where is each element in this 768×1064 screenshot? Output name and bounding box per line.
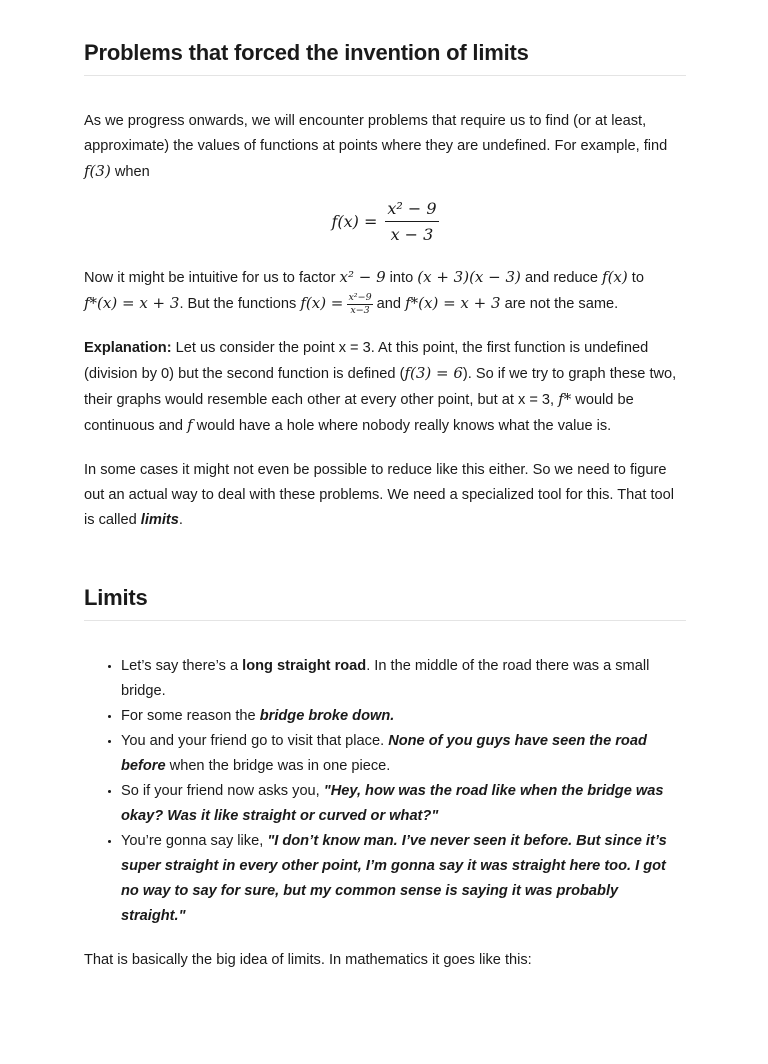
bold-italic-phrase: bridge broke down. <box>259 708 395 724</box>
explanation-paragraph <box>84 336 686 439</box>
factoring-paragraph <box>84 265 686 317</box>
list-item <box>121 729 686 779</box>
text: Now it might be intuitive for us to factor <box>84 270 340 286</box>
math-inline: x² − 9 <box>339 268 386 286</box>
math-inline: f(3) = 6 <box>404 364 463 382</box>
list-item <box>121 829 686 929</box>
display-equation <box>84 199 686 253</box>
math-inline: f <box>187 416 193 434</box>
text: and reduce <box>520 270 603 286</box>
text: As we progress onwards, we will encounter problems that require us to find (or at least, approximate) the values of functions at points where they are undefined. For example, find <box>84 113 668 154</box>
fraction-numerator: x²−9 <box>348 291 372 303</box>
math-inline: f(x) = <box>300 294 344 312</box>
bold-italic-phrase: "Hey, how was the road like when the bridge was okay? Was it like straight or curved or what?" <box>121 783 664 824</box>
math-inline: f*(x) = x + 3 <box>405 294 501 312</box>
closing-paragraph: That is basically the big idea of limits. In mathematics it goes like this: <box>84 952 532 968</box>
text: You and your friend go to visit that place. <box>121 733 389 749</box>
article <box>84 40 686 973</box>
inline-fraction <box>347 293 372 316</box>
equation-fraction <box>385 199 438 244</box>
text: . <box>178 512 183 528</box>
limits-emphasis: limits <box>140 512 179 528</box>
bold-italic-phrase: "I don’t know man. I’ve never seen it before. But since it’s super straight in every other point, I’m gonna say it was straight here too. I got no way to say for sure, but my common sense is saying it was probably straight." <box>121 833 667 924</box>
fraction-numerator: x² − 9 <box>385 199 438 222</box>
explanation-label: Explanation: <box>84 340 172 356</box>
bold-italic-phrase: None of you guys have seen the road before <box>121 733 647 774</box>
text: when <box>110 164 150 180</box>
text: ). So if we try to graph these two, their graphs would resemble each other at every other point, but at x = 3, <box>84 366 677 408</box>
math-inline: f* <box>558 390 572 408</box>
text: and <box>372 296 406 312</box>
text: are not the same. <box>500 296 619 312</box>
text: You’re gonna say like, <box>121 833 268 849</box>
text: to <box>627 270 644 286</box>
section-heading-limits: Limits <box>84 585 686 621</box>
math-inline: (x + 3)(x − 3) <box>417 268 521 286</box>
text: . In the middle of the road there was a small bridge. <box>121 658 650 699</box>
text: Let’s say there’s a <box>121 658 243 674</box>
text: into <box>385 270 418 286</box>
list-item <box>121 654 686 704</box>
text: . But the functions <box>179 296 301 312</box>
tool-paragraph <box>84 458 686 533</box>
list-item <box>121 704 686 729</box>
text: Let us consider the point x = 3. At this point, the first function is undefined (division by 0) but the second function is defined ( <box>84 340 649 382</box>
text: when the bridge was in one piece. <box>165 758 391 774</box>
math-inline: f(3) <box>84 162 111 180</box>
fraction-denominator: x − 3 <box>390 225 434 244</box>
road-analogy-list <box>84 654 686 929</box>
intro-paragraph <box>84 109 686 185</box>
bold-phrase: long straight road <box>242 658 367 674</box>
math-inline: f(x) <box>602 268 628 286</box>
text: For some reason the <box>121 708 260 724</box>
text: So if your friend now asks you, <box>121 783 324 799</box>
fraction-denominator: x−3 <box>350 304 370 316</box>
equation-lhs: f(x) = <box>331 212 378 231</box>
section-heading-problems: Problems that forced the invention of limits <box>84 40 686 76</box>
text: would be continuous and <box>84 392 634 434</box>
math-inline: f*(x) = x + 3 <box>84 294 180 312</box>
list-item <box>121 779 686 829</box>
text: In some cases it might not even be possible to reduce like this either. So we need to figure out an actual way to deal with these problems. We need a specialized tool for this. That tool is called <box>84 462 675 528</box>
text: would have a hole where nobody really knows what the value is. <box>192 418 612 434</box>
